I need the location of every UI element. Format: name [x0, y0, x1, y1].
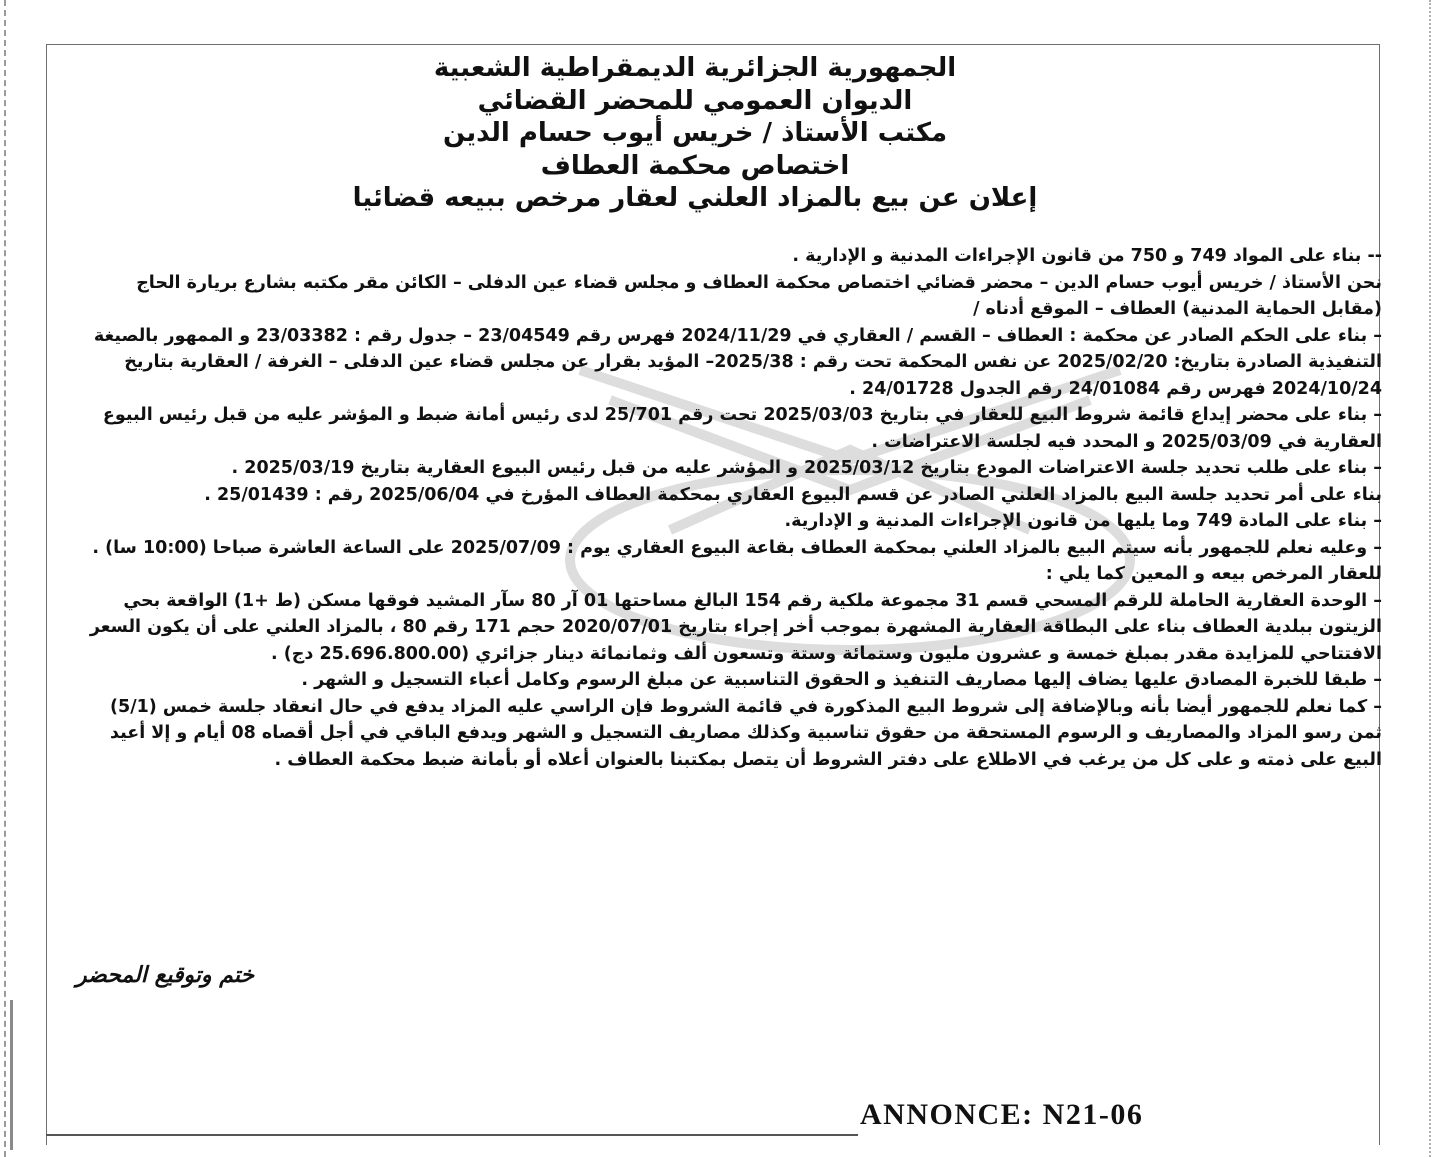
paragraph-sale-order: بناء على أمر تحديد جلسة البيع بالمزاد العلني الصادر عن قسم البيوع العقاري بمحكمة العطاف المؤرخ في 2025/06/04 رقم : 25/01439 .	[204, 484, 1382, 505]
announcement-title: إعلان عن بيع بالمزاد العلني لعقار مرخص ببيعه قضائيا	[352, 183, 1038, 213]
paragraph-property-description: – الوحدة العقارية الحاملة للرقم المسحي قسم 31 مجموعة ملكية رقم 154 البالغ مساحتها 01 آر 80 سآر المشيد فوقها مسكن (ط +1) الواقعة بحي الزيتون ببلدية العطاف بناء على البطاقة العقارية المشهرة بموجب أخر إجراء بتاريخ 2020/07/01 حجم 171 رقم 80 ، بالمزاد العلني على أن يكون السعر الافتتاحي للمزايدة مقدر بمبلغ خمسة و عشرون مليون وستمائة وستة وتسعون ألف وثمانمائة دينار جزائري (25.696.800.00 دج) .	[89, 590, 1382, 664]
paragraph-legal-basis: -- بناء على المواد 749 و 750 من قانون الإجراءات المدنية و الإدارية .	[792, 246, 1382, 266]
header-office: الديوان العمومي للمحضر القضائي	[477, 85, 913, 116]
header-republic: الجمهورية الجزائرية الديمقراطية الشعبية	[433, 53, 957, 83]
paragraph-property-intro: للعقار المرخص بيعه و المعين كما يلي :	[1045, 564, 1382, 584]
scan-edge-left-bar	[10, 1000, 17, 1150]
annonce-number: ANNONCE: N21-06	[860, 1098, 1144, 1131]
paragraph-sale-date: – وعليه نعلم للجمهور بأنه سيتم البيع بالمزاد العلني بمحكمة العطاف بقاعة البيوع العقاري يوم : 2025/07/09 على الساعة العاشرة صباحا (10:00 سا) .	[92, 537, 1382, 558]
paragraph-bailiff-identity: نحن الأستاذ / خريس أيوب حسام الدين – محضر قضائي اختصاص محكمة العطاف و مجلس قضاء عين الدفلى – الكائن مقر مكتبه بشارع بريارة الحاج (مقابل الحماية المدنية) العطاف – الموقع أدناه /	[136, 272, 1382, 319]
scan-edge-left	[4, 0, 9, 1157]
header-jurisdiction: اختصاص محكمة العطاف	[540, 150, 850, 181]
signature-label: ختم وتوقيع المحضر	[76, 962, 255, 988]
announcement-body	[72, 243, 1382, 773]
paragraph-expertise: – طبقا للخبرة المصادق عليها يضاف إليها مصاريف التنفيذ و الحقوق التناسبية عن مبلغ الرسوم وكامل أعباء التسجيل و الشهر .	[301, 670, 1382, 690]
paragraph-objections-session: – بناء على طلب تحديد جلسة الاعتراضات المودع بتاريخ 2025/03/12 و المؤشر عليه من قبل رئيس البيوع العقارية بتاريخ 2025/03/19 .	[231, 458, 1382, 478]
paragraph-judgment: – بناء على الحكم الصادر عن محكمة : العطاف – القسم / العقاري في 2024/11/29 فهرس رقم 23/04549 – جدول رقم : 23/03382 و الممهور بالصيغة التنفيذية الصادرة بتاريخ: 2025/02/20 عن نفس المحكمة تحت رقم : 2025/38– المؤيد بقرار عن مجلس قضاء عين الدفلى – الغرفة / العقارية بتاريخ 2024/10/24 فهرس رقم 24/01084 رقم الجدول 24/01728 .	[93, 325, 1382, 399]
paragraph-payment-terms: – كما نعلم للجمهور أيضا بأنه وبالإضافة إلى شروط البيع المذكورة في قائمة الشروط فإن الراسي عليه المزاد يدفع في حال انعقاد جلسة خمس (5/1) ثمن رسو المزاد والمصاريف و الرسوم المستحقة من حقوق تناسبية وكذلك مصاريف التسجيل و الشهر ويدفع الباقي في أجل أقصاه 08 أيام و إلا أعيد البيع على ذمته و على كل من يرغب في الاطلاع على دفتر الشروط أن يتصل بمكتبنا بالعنوان أعلاه أو بأمانة ضبط محكمة العطاف .	[109, 696, 1382, 770]
frame-bottom-rule	[46, 1134, 858, 1136]
paragraph-conditions-deposit: – بناء على محضر إيداع قائمة شروط البيع للعقار في بتاريخ 2025/03/03 تحت رقم 25/701 لدى رئيس أمانة ضبط و المؤشر عليه من قبل رئيس البيوع العقارية في 2025/03/09 و المحدد فيه لجلسة الاعتراضات .	[102, 405, 1382, 452]
scan-edge-right	[1426, 0, 1431, 1157]
paragraph-article-749: – بناء على المادة 749 وما يليها من قانون الإجراءات المدنية و الإدارية.	[784, 511, 1382, 531]
header-bailiff: مكتب الأستاذ / خريس أيوب حسام الدين	[442, 118, 948, 148]
announcement-header	[200, 52, 1190, 215]
